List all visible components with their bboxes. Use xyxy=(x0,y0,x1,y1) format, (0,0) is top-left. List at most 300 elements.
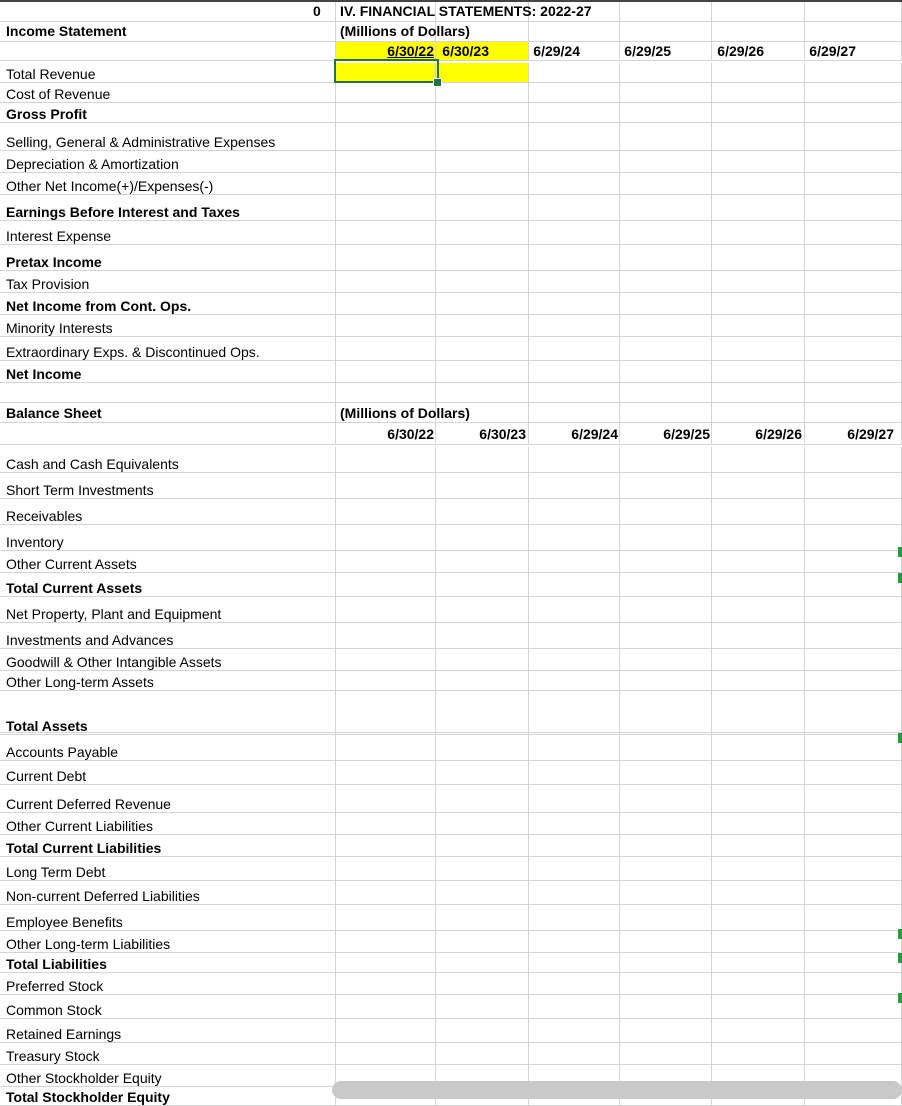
value-cell[interactable] xyxy=(529,83,620,103)
value-cell[interactable] xyxy=(620,881,712,905)
value-cell[interactable] xyxy=(805,649,902,671)
balance-row[interactable] xyxy=(0,1019,902,1043)
income-row[interactable] xyxy=(0,103,902,123)
value-cell[interactable] xyxy=(436,499,529,525)
value-cell[interactable] xyxy=(712,245,805,271)
income-row[interactable] xyxy=(0,245,902,271)
value-cell[interactable] xyxy=(436,649,529,671)
value-cell[interactable] xyxy=(620,573,712,597)
value-cell[interactable] xyxy=(805,761,902,785)
value-cell[interactable] xyxy=(805,63,902,83)
value-cell[interactable] xyxy=(620,447,712,473)
value-cell[interactable] xyxy=(805,83,902,103)
value-cell[interactable] xyxy=(529,785,620,813)
value-cell[interactable] xyxy=(712,931,805,953)
value-cell[interactable] xyxy=(436,931,529,953)
label-cell[interactable] xyxy=(0,42,336,61)
value-cell[interactable] xyxy=(336,857,436,881)
value-cell[interactable] xyxy=(712,447,805,473)
value-cell[interactable] xyxy=(712,361,805,383)
value-cell[interactable] xyxy=(620,995,712,1019)
value-cell[interactable] xyxy=(436,1043,529,1065)
value-cell[interactable] xyxy=(805,22,902,42)
value-cell[interactable] xyxy=(529,499,620,525)
value-cell[interactable] xyxy=(620,173,712,195)
value-cell[interactable] xyxy=(620,785,712,813)
value-cell[interactable] xyxy=(529,905,620,931)
balance-row[interactable] xyxy=(0,735,902,761)
value-cell[interactable] xyxy=(712,735,805,761)
income-row[interactable] xyxy=(0,271,902,293)
value-cell[interactable] xyxy=(620,691,712,735)
value-cell[interactable] xyxy=(529,973,620,995)
value-cell[interactable] xyxy=(805,293,902,315)
income-row[interactable] xyxy=(0,123,902,151)
value-cell[interactable] xyxy=(436,63,529,83)
value-cell[interactable] xyxy=(712,1019,805,1043)
value-cell[interactable] xyxy=(805,123,902,151)
label-cell[interactable] xyxy=(0,2,336,22)
value-cell[interactable] xyxy=(436,383,529,403)
error-indicator[interactable] xyxy=(898,993,902,1003)
value-cell[interactable] xyxy=(805,499,902,525)
value-cell[interactable] xyxy=(712,337,805,361)
value-cell[interactable] xyxy=(620,735,712,761)
value-cell[interactable] xyxy=(620,499,712,525)
balance-row[interactable] xyxy=(0,905,902,931)
value-cell[interactable] xyxy=(529,995,620,1019)
value-cell[interactable] xyxy=(336,1043,436,1065)
value-cell[interactable] xyxy=(336,881,436,905)
value-cell[interactable] xyxy=(336,551,436,573)
value-cell[interactable] xyxy=(620,151,712,173)
value-cell[interactable] xyxy=(805,337,902,361)
value-cell[interactable] xyxy=(336,835,436,857)
value-cell[interactable] xyxy=(805,315,902,337)
value-cell[interactable] xyxy=(620,22,712,42)
value-cell[interactable] xyxy=(529,735,620,761)
value-cell[interactable] xyxy=(805,271,902,293)
value-cell[interactable] xyxy=(436,123,529,151)
value-cell[interactable] xyxy=(805,735,902,761)
value-cell[interactable] xyxy=(712,473,805,499)
value-cell[interactable] xyxy=(805,1043,902,1065)
value-cell[interactable] xyxy=(529,857,620,881)
value-cell[interactable] xyxy=(620,857,712,881)
value-cell[interactable] xyxy=(529,271,620,293)
income-row[interactable] xyxy=(0,315,902,337)
value-cell[interactable] xyxy=(336,573,436,597)
value-cell[interactable] xyxy=(712,83,805,103)
value-cell[interactable] xyxy=(436,473,529,499)
balance-row[interactable] xyxy=(0,499,902,525)
balance-row[interactable] xyxy=(0,671,902,691)
value-cell[interactable] xyxy=(336,271,436,293)
value-cell[interactable] xyxy=(805,103,902,123)
value-cell[interactable] xyxy=(805,597,902,623)
value-cell[interactable] xyxy=(620,383,712,403)
label-cell[interactable] xyxy=(0,423,336,445)
header-row[interactable] xyxy=(0,383,902,403)
value-cell[interactable] xyxy=(336,337,436,361)
value-cell[interactable] xyxy=(436,83,529,103)
value-cell[interactable] xyxy=(805,245,902,271)
value-cell[interactable] xyxy=(805,905,902,931)
value-cell[interactable] xyxy=(620,221,712,245)
balance-row[interactable] xyxy=(0,623,902,649)
value-cell[interactable] xyxy=(436,1019,529,1043)
value-cell[interactable] xyxy=(529,293,620,315)
value-cell[interactable] xyxy=(436,623,529,649)
value-cell[interactable] xyxy=(529,173,620,195)
value-cell[interactable] xyxy=(336,905,436,931)
value-cell[interactable] xyxy=(712,671,805,691)
value-cell[interactable] xyxy=(805,195,902,221)
value-cell[interactable] xyxy=(620,195,712,221)
value-cell[interactable] xyxy=(529,361,620,383)
error-indicator[interactable] xyxy=(898,733,902,743)
value-cell[interactable] xyxy=(805,221,902,245)
value-cell[interactable] xyxy=(620,525,712,551)
value-cell[interactable] xyxy=(436,835,529,857)
income-row[interactable] xyxy=(0,83,902,103)
value-cell[interactable] xyxy=(336,103,436,123)
value-cell[interactable] xyxy=(436,597,529,623)
value-cell[interactable] xyxy=(805,953,902,973)
value-cell[interactable] xyxy=(336,691,436,735)
value-cell[interactable] xyxy=(712,2,805,22)
value-cell[interactable] xyxy=(529,623,620,649)
value-cell[interactable] xyxy=(529,573,620,597)
value-cell[interactable] xyxy=(712,195,805,221)
balance-row[interactable] xyxy=(0,995,902,1019)
income-row[interactable] xyxy=(0,195,902,221)
value-cell[interactable] xyxy=(336,761,436,785)
value-cell[interactable] xyxy=(620,597,712,623)
value-cell[interactable] xyxy=(805,573,902,597)
value-cell[interactable] xyxy=(436,525,529,551)
balance-row[interactable] xyxy=(0,649,902,671)
value-cell[interactable] xyxy=(529,525,620,551)
value-cell[interactable] xyxy=(436,691,529,735)
value-cell[interactable] xyxy=(712,293,805,315)
value-cell[interactable] xyxy=(712,813,805,835)
balance-row[interactable] xyxy=(0,931,902,953)
value-cell[interactable] xyxy=(805,361,902,383)
value-cell[interactable] xyxy=(712,151,805,173)
value-cell[interactable] xyxy=(336,447,436,473)
balance-row[interactable] xyxy=(0,1043,902,1065)
value-cell[interactable] xyxy=(436,785,529,813)
income-row[interactable] xyxy=(0,361,902,383)
value-cell[interactable] xyxy=(805,623,902,649)
value-cell[interactable] xyxy=(805,403,902,423)
value-cell[interactable] xyxy=(336,123,436,151)
value-cell[interactable] xyxy=(529,691,620,735)
value-cell[interactable] xyxy=(712,995,805,1019)
value-cell[interactable] xyxy=(620,649,712,671)
value-cell[interactable] xyxy=(436,857,529,881)
value-cell[interactable] xyxy=(436,173,529,195)
value-cell[interactable] xyxy=(712,403,805,423)
value-cell[interactable] xyxy=(436,151,529,173)
value-cell[interactable] xyxy=(529,931,620,953)
value-cell[interactable] xyxy=(805,525,902,551)
income-row[interactable] xyxy=(0,173,902,195)
value-cell[interactable] xyxy=(529,63,620,83)
value-cell[interactable] xyxy=(620,905,712,931)
value-cell[interactable] xyxy=(620,973,712,995)
value-cell[interactable] xyxy=(336,671,436,691)
selected-cell[interactable] xyxy=(334,59,439,83)
balance-row[interactable] xyxy=(0,551,902,573)
value-cell[interactable] xyxy=(436,245,529,271)
value-cell[interactable] xyxy=(620,293,712,315)
value-cell[interactable] xyxy=(805,671,902,691)
value-cell[interactable] xyxy=(805,835,902,857)
value-cell[interactable] xyxy=(712,63,805,83)
value-cell[interactable] xyxy=(336,649,436,671)
value-cell[interactable] xyxy=(436,905,529,931)
value-cell[interactable] xyxy=(529,403,620,423)
value-cell[interactable] xyxy=(436,195,529,221)
value-cell[interactable] xyxy=(712,271,805,293)
value-cell[interactable] xyxy=(805,995,902,1019)
balance-row[interactable] xyxy=(0,881,902,905)
value-cell[interactable] xyxy=(336,221,436,245)
value-cell[interactable] xyxy=(805,2,902,22)
balance-row[interactable] xyxy=(0,525,902,551)
fill-handle[interactable] xyxy=(433,78,442,87)
value-cell[interactable] xyxy=(805,881,902,905)
value-cell[interactable] xyxy=(620,2,712,22)
value-cell[interactable] xyxy=(336,361,436,383)
value-cell[interactable] xyxy=(529,1019,620,1043)
value-cell[interactable] xyxy=(436,337,529,361)
value-cell[interactable] xyxy=(336,293,436,315)
value-cell[interactable] xyxy=(620,835,712,857)
value-cell[interactable] xyxy=(436,813,529,835)
balance-row[interactable] xyxy=(0,573,902,597)
value-cell[interactable] xyxy=(436,103,529,123)
value-cell[interactable] xyxy=(436,973,529,995)
value-cell[interactable] xyxy=(712,573,805,597)
value-cell[interactable] xyxy=(620,623,712,649)
value-cell[interactable] xyxy=(620,813,712,835)
value-cell[interactable] xyxy=(336,499,436,525)
income-row[interactable] xyxy=(0,151,902,173)
value-cell[interactable] xyxy=(712,649,805,671)
balance-row[interactable] xyxy=(0,761,902,785)
value-cell[interactable] xyxy=(805,447,902,473)
value-cell[interactable] xyxy=(336,173,436,195)
balance-row[interactable] xyxy=(0,813,902,835)
value-cell[interactable] xyxy=(712,551,805,573)
value-cell[interactable] xyxy=(712,905,805,931)
value-cell[interactable] xyxy=(620,123,712,151)
value-cell[interactable] xyxy=(529,151,620,173)
value-cell[interactable] xyxy=(336,525,436,551)
value-cell[interactable] xyxy=(805,785,902,813)
value-cell[interactable] xyxy=(336,995,436,1019)
error-indicator[interactable] xyxy=(898,953,902,963)
error-indicator[interactable] xyxy=(898,547,902,557)
value-cell[interactable] xyxy=(529,123,620,151)
value-cell[interactable] xyxy=(336,195,436,221)
value-cell[interactable] xyxy=(336,473,436,499)
income-row[interactable] xyxy=(0,221,902,245)
value-cell[interactable] xyxy=(529,447,620,473)
value-cell[interactable] xyxy=(436,761,529,785)
value-cell[interactable] xyxy=(712,623,805,649)
value-cell[interactable] xyxy=(436,293,529,315)
value-cell[interactable] xyxy=(436,881,529,905)
value-cell[interactable] xyxy=(805,173,902,195)
value-cell[interactable] xyxy=(336,813,436,835)
value-cell[interactable] xyxy=(620,473,712,499)
value-cell[interactable] xyxy=(336,1019,436,1043)
value-cell[interactable] xyxy=(805,151,902,173)
value-cell[interactable] xyxy=(529,551,620,573)
value-cell[interactable] xyxy=(712,123,805,151)
value-cell[interactable] xyxy=(805,1019,902,1043)
value-cell[interactable] xyxy=(529,315,620,337)
income-row[interactable] xyxy=(0,337,902,361)
value-cell[interactable] xyxy=(712,221,805,245)
value-cell[interactable] xyxy=(805,973,902,995)
value-cell[interactable] xyxy=(529,671,620,691)
value-cell[interactable] xyxy=(529,22,620,42)
value-cell[interactable] xyxy=(712,103,805,123)
value-cell[interactable] xyxy=(336,383,436,403)
value-cell[interactable] xyxy=(712,857,805,881)
value-cell[interactable] xyxy=(529,597,620,623)
value-cell[interactable] xyxy=(436,271,529,293)
value-cell[interactable] xyxy=(436,551,529,573)
value-cell[interactable] xyxy=(620,1019,712,1043)
value-cell[interactable] xyxy=(712,173,805,195)
income-row[interactable] xyxy=(0,293,902,315)
value-cell[interactable] xyxy=(620,83,712,103)
value-cell[interactable] xyxy=(436,573,529,597)
value-cell[interactable] xyxy=(336,973,436,995)
value-cell[interactable] xyxy=(336,623,436,649)
value-cell[interactable] xyxy=(529,195,620,221)
value-cell[interactable] xyxy=(529,835,620,857)
balance-row[interactable] xyxy=(0,473,902,499)
value-cell[interactable] xyxy=(436,735,529,761)
balance-row[interactable] xyxy=(0,597,902,623)
value-cell[interactable] xyxy=(529,103,620,123)
value-cell[interactable] xyxy=(712,691,805,735)
value-cell[interactable] xyxy=(336,151,436,173)
value-cell[interactable] xyxy=(805,691,902,735)
value-cell[interactable] xyxy=(620,337,712,361)
value-cell[interactable] xyxy=(529,649,620,671)
error-indicator[interactable] xyxy=(898,573,902,583)
horizontal-scrollbar[interactable] xyxy=(332,1081,902,1099)
value-cell[interactable] xyxy=(712,525,805,551)
value-cell[interactable] xyxy=(336,245,436,271)
value-cell[interactable] xyxy=(620,1043,712,1065)
balance-row[interactable] xyxy=(0,857,902,881)
value-cell[interactable] xyxy=(620,761,712,785)
value-cell[interactable] xyxy=(712,953,805,973)
value-cell[interactable] xyxy=(805,383,902,403)
income-row[interactable] xyxy=(0,63,902,83)
value-cell[interactable] xyxy=(712,383,805,403)
value-cell[interactable] xyxy=(436,221,529,245)
value-cell[interactable] xyxy=(620,931,712,953)
value-cell[interactable] xyxy=(712,761,805,785)
value-cell[interactable] xyxy=(529,245,620,271)
balance-row[interactable] xyxy=(0,447,902,473)
value-cell[interactable] xyxy=(620,403,712,423)
value-cell[interactable] xyxy=(620,63,712,83)
value-cell[interactable] xyxy=(620,315,712,337)
value-cell[interactable] xyxy=(336,597,436,623)
value-cell[interactable] xyxy=(336,785,436,813)
value-cell[interactable] xyxy=(436,671,529,691)
value-cell[interactable] xyxy=(336,953,436,973)
balance-row[interactable] xyxy=(0,973,902,995)
value-cell[interactable] xyxy=(620,361,712,383)
value-cell[interactable] xyxy=(336,931,436,953)
value-cell[interactable] xyxy=(529,953,620,973)
value-cell[interactable] xyxy=(805,551,902,573)
value-cell[interactable] xyxy=(336,315,436,337)
error-indicator[interactable] xyxy=(898,929,902,939)
value-cell[interactable] xyxy=(436,361,529,383)
value-cell[interactable] xyxy=(436,995,529,1019)
value-cell[interactable] xyxy=(805,857,902,881)
value-cell[interactable] xyxy=(529,881,620,905)
value-cell[interactable] xyxy=(805,473,902,499)
value-cell[interactable] xyxy=(620,245,712,271)
value-cell[interactable] xyxy=(712,785,805,813)
value-cell[interactable] xyxy=(436,447,529,473)
value-cell[interactable] xyxy=(620,671,712,691)
value-cell[interactable] xyxy=(712,22,805,42)
value-cell[interactable] xyxy=(805,931,902,953)
label-cell[interactable] xyxy=(0,383,336,403)
value-cell[interactable] xyxy=(529,1043,620,1065)
value-cell[interactable] xyxy=(529,473,620,499)
value-cell[interactable] xyxy=(712,835,805,857)
value-cell[interactable] xyxy=(620,953,712,973)
value-cell[interactable] xyxy=(529,813,620,835)
value-cell[interactable] xyxy=(712,1043,805,1065)
balance-row[interactable] xyxy=(0,785,902,813)
value-cell[interactable] xyxy=(805,813,902,835)
value-cell[interactable] xyxy=(712,597,805,623)
balance-row[interactable] xyxy=(0,953,902,973)
value-cell[interactable] xyxy=(620,271,712,293)
value-cell[interactable] xyxy=(529,337,620,361)
value-cell[interactable] xyxy=(712,973,805,995)
value-cell[interactable] xyxy=(529,221,620,245)
value-cell[interactable] xyxy=(712,499,805,525)
value-cell[interactable] xyxy=(712,881,805,905)
value-cell[interactable] xyxy=(620,103,712,123)
value-cell[interactable] xyxy=(620,551,712,573)
value-cell[interactable] xyxy=(336,83,436,103)
value-cell[interactable] xyxy=(529,761,620,785)
value-cell[interactable] xyxy=(436,315,529,337)
balance-row[interactable] xyxy=(0,835,902,857)
value-cell[interactable] xyxy=(336,735,436,761)
balance-row[interactable] xyxy=(0,691,902,735)
